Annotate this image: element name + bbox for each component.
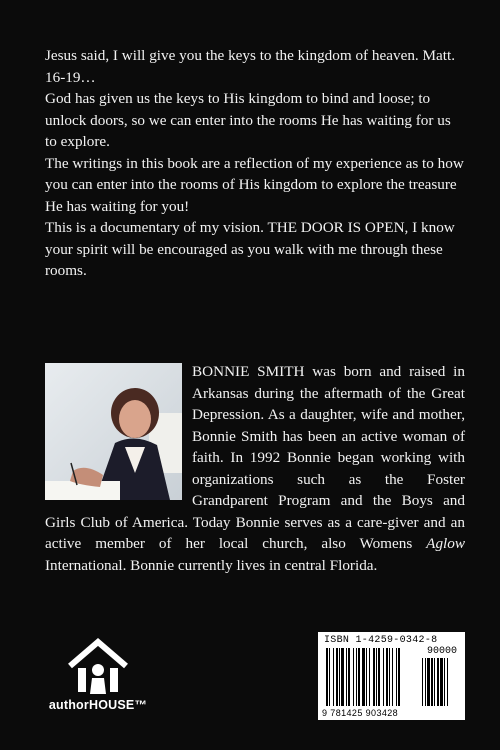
- barcode-digits: 9 781425 903428: [322, 708, 399, 718]
- blurb-paragraph: This is a documentary of my vision. THE DOOR IS OPEN, I know your spirit will be encouraged as you walk with me through these rooms.: [45, 219, 455, 279]
- blurb-paragraph: God has given us the keys to His kingdom to bind and loose; to unlock doors, so we can enter into the rooms He has waiting for us to explore.: [45, 90, 451, 150]
- isbn-label: ISBN 1-4259-0342-8: [324, 635, 438, 646]
- publisher-logo: [38, 636, 158, 716]
- blurb-paragraph: Jesus said, I will give you the keys to the kingdom of heaven. Matt. 16-19…: [45, 47, 455, 86]
- house-door-icon: [38, 636, 158, 698]
- author-bio: [45, 361, 465, 576]
- bio-italic-text: Aglow: [426, 535, 465, 552]
- bio-text: BONNIE SMITH was born and raised in Arkansas during the aftermath of the Great Depression. As a daughter, wife and mother, Bonnie Smith has been an active woman of faith. In 1992 Bonnie began working with organizations such as the Foster Grandparent Program and the Boys and Girls Club of America. Today Bonnie serves as a care-giver and an active member of her local church, also Womens: [45, 363, 465, 552]
- publisher-name: authorHOUSE™: [48, 698, 148, 712]
- back-cover-blurb: [45, 45, 465, 282]
- isbn-barcode: [318, 632, 465, 720]
- price-code: 90000: [426, 646, 457, 657]
- bio-text: International. Bonnie currently lives in central Florida.: [45, 556, 378, 574]
- barcode-bars: [318, 632, 465, 720]
- blurb-paragraph: The writings in this book are a reflection of my experience as to how you can enter into the rooms of His kingdom to explore the treasure He has waiting for you!: [45, 154, 464, 215]
